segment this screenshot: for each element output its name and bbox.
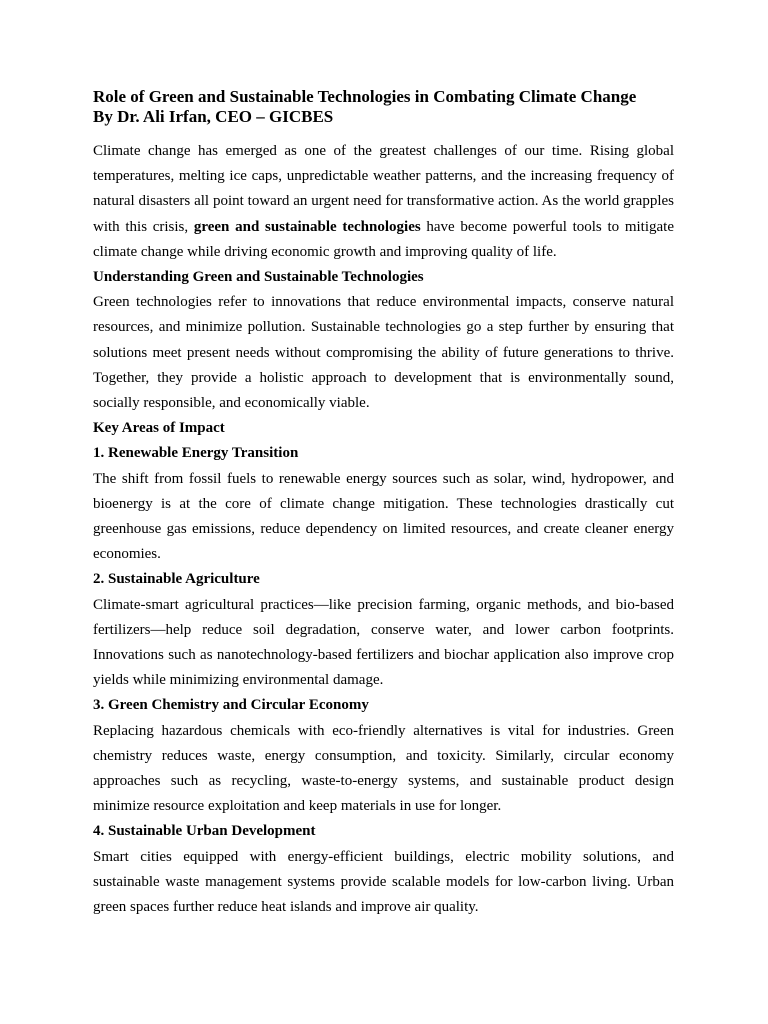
subsection-heading: 1. Renewable Energy Transition [93, 445, 299, 462]
subsection-heading: 4. Sustainable Urban Development [93, 823, 316, 840]
intro-emphasis: green and sustainable technologies [193, 218, 421, 235]
subsection-paragraph: Replacing hazardous chemicals with eco-friendly alternatives is vital for industries. Green chemistry reduces waste, energy consumption, and toxicity. Similarly, circular economy approaches such as recycling, waste-to-energy systems, and sustainable product design minimize resource exploitation and keep materials in use for longer. [93, 722, 674, 815]
subsection-heading: 3. Green Chemistry and Circular Economy [93, 697, 369, 714]
author-line: By Dr. Ali Irfan, CEO – GICBES [93, 107, 334, 126]
intro-text: Climate change has emerged as one of the greatest challenges of our time. Rising global temperatures, melting ice caps, unpredictable weather patterns, and the increasing frequency of natural disasters all point toward an urgent need for transformative action. As the world grapples with this crisis, [93, 143, 674, 235]
document-page [93, 87, 674, 920]
intro-paragraph [93, 139, 674, 265]
section-heading: Key Areas of Impact [93, 420, 225, 437]
subsection-heading: 2. Sustainable Agriculture [93, 571, 260, 588]
section-heading: Understanding Green and Sustainable Technologies [93, 269, 424, 286]
section-paragraph: Green technologies refer to innovations that reduce environmental impacts, conserve natural resources, and minimize pollution. Sustainable technologies go a step further by ensuring that solutions meet present needs without compromising the ability of future generations to thrive. Together, they provide a holistic approach to development that is environmentally sound, socially responsible, and economically viable. [93, 294, 674, 412]
subsection-paragraph: Climate-smart agricultural practices—like precision farming, organic methods, and bio-based fertilizers—help reduce soil degradation, conserve water, and lower carbon footprints. Innovations such as nanotechnology-based fertilizers and biochar application also improve crop yields while minimizing environmental damage. [93, 596, 674, 689]
document-title [93, 87, 674, 127]
intro-text-end: have become powerful tools to mitigate climate change while driving economic growth and improving quality of life. [93, 218, 674, 260]
title-line: Role of Green and Sustainable Technologies in Combating Climate Change [93, 87, 637, 106]
subsection-paragraph: The shift from fossil fuels to renewable energy sources such as solar, wind, hydropower, and bioenergy is at the core of climate change mitigation. These technologies drastically cut greenhouse gas emissions, reduce dependency on limited resources, and create cleaner energy economies. [93, 470, 674, 563]
subsection-paragraph: Smart cities equipped with energy-efficient buildings, electric mobility solutions, and sustainable waste management systems provide scalable models for low-carbon living. Urban green spaces further reduce heat islands and improve air quality. [93, 848, 674, 916]
